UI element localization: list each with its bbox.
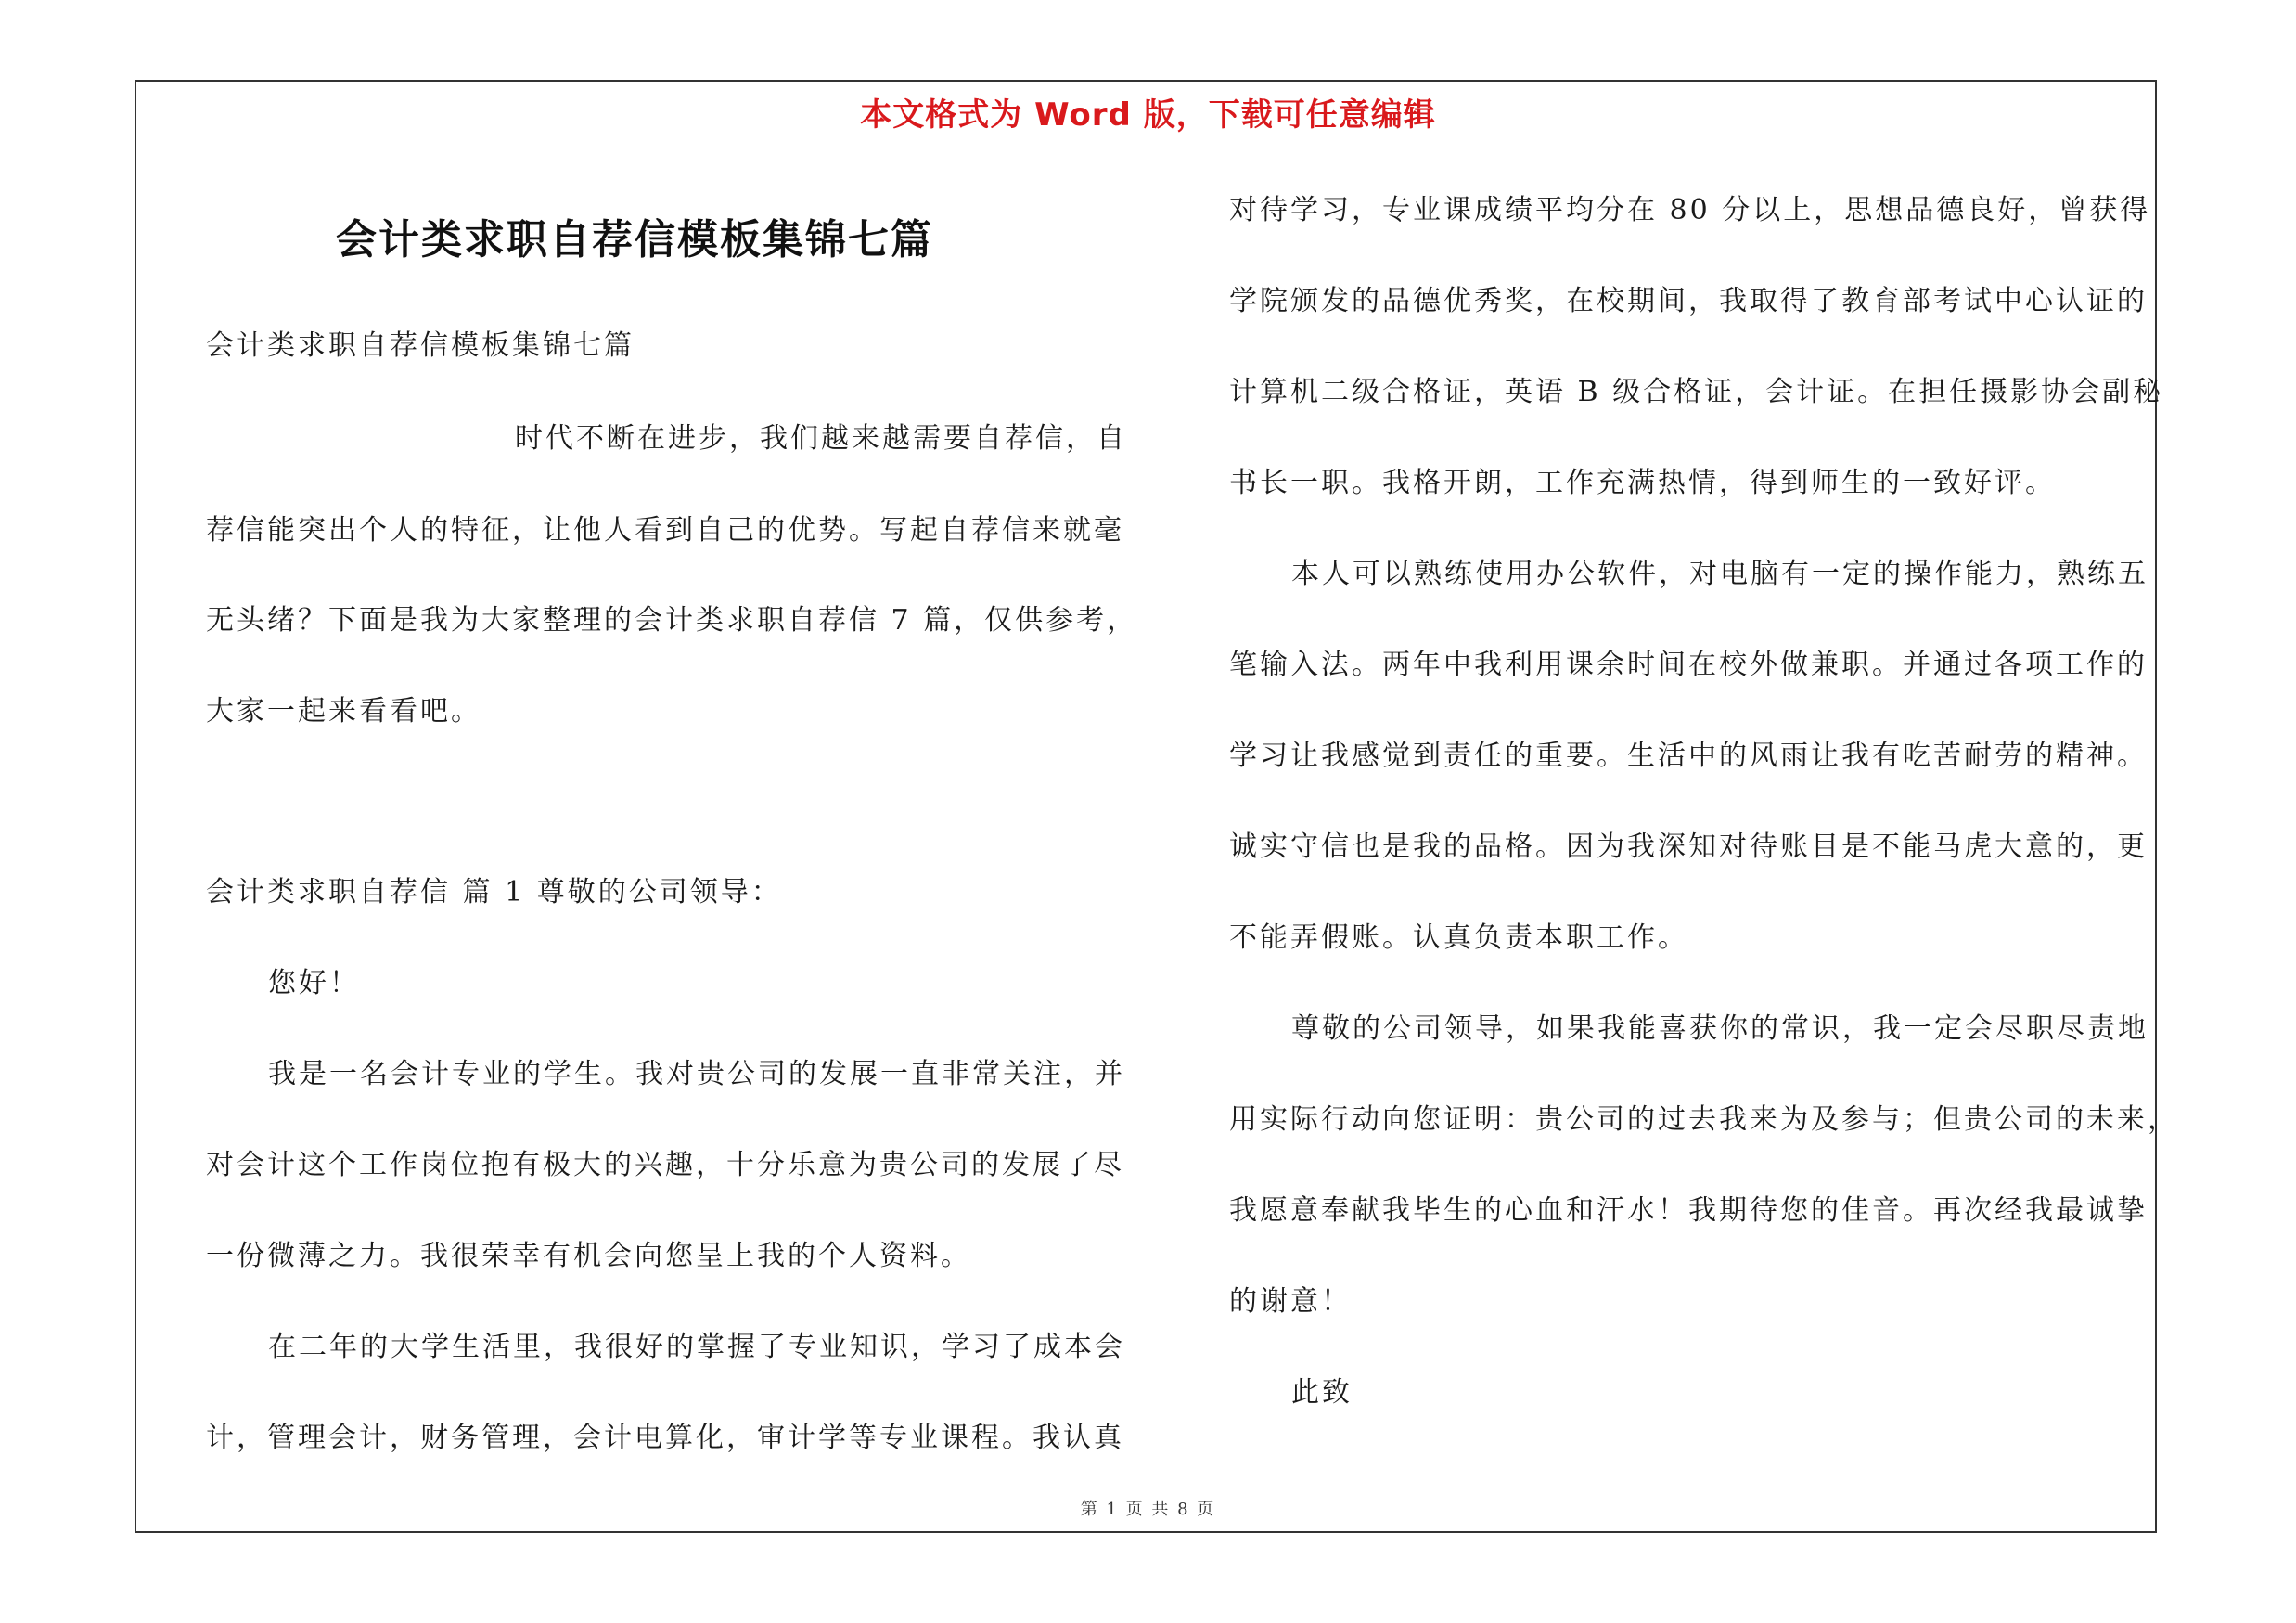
right-line-paragraph: 不能弄假账。认真负责本职工作。 (1229, 921, 1688, 954)
left-line-paragraph: 荐信能突出个人的特征，让他人看到自己的优势。写起自荐信来就毫 (206, 514, 1124, 547)
right-line-paragraph: 用实际行动向您证明：贵公司的过去我来为及参与；但贵公司的未来， (1229, 1103, 2178, 1136)
left-line-paragraph: 时代不断在进步，我们越来越需要自荐信，自 (515, 422, 1127, 455)
left-line-paragraph: 无头绪？下面是我为大家整理的会计类求职自荐信 7 篇，仅供参考， (206, 604, 1138, 637)
left-line-paragraph: 对会计这个工作岗位抱有极大的兴趣，十分乐意为贵公司的发展了尽 (206, 1149, 1124, 1181)
page-number-footer: 第 1 页 共 8 页 (1080, 1500, 1216, 1519)
right-line-paragraph: 尊敬的公司领导，如果我能喜获你的常识，我一定会尽职尽责地 (1291, 1012, 2148, 1045)
right-line-paragraph: 我愿意奉献我毕生的心血和汗水！我期待您的佳音。再次经我最诚挚 (1229, 1194, 2148, 1227)
right-line-paragraph: 书长一职。我格开朗，工作充满热情，得到师生的一致好评。 (1229, 467, 2056, 499)
right-line-paragraph: 笔输入法。两年中我利用课余时间在校外做兼职。并通过各项工作的 (1229, 649, 2148, 681)
right-line-closing: 此致 (1291, 1376, 1353, 1409)
left-line-paragraph: 在二年的大学生活里，我很好的掌握了专业知识，学习了成本会 (268, 1331, 1125, 1363)
format-banner: 本文格式为 Word 版，下载可任意编辑 (860, 97, 1436, 134)
right-line-paragraph: 学习让我感觉到责任的重要。生活中的风雨让我有吃苦耐劳的精神。 (1229, 740, 2148, 772)
left-line-section-heading: 会计类求职自荐信 篇 1 尊敬的公司领导： (206, 876, 782, 908)
left-line-paragraph: 一份微薄之力。我很荣幸有机会向您呈上我的个人资料。 (206, 1240, 971, 1272)
right-line-paragraph: 诚实守信也是我的品格。因为我深知对待账目是不能马虎大意的，更 (1229, 831, 2148, 863)
left-line-greeting: 您好！ (268, 967, 360, 999)
left-line-paragraph: 计，管理会计，财务管理，会计电算化，审计学等专业课程。我认真 (206, 1422, 1124, 1454)
left-line-paragraph: 大家一起来看看吧。 (206, 695, 481, 728)
right-line-paragraph: 计算机二级合格证，英语 B 级合格证，会计证。在担任摄影协会副秘 (1229, 376, 2164, 408)
right-line-paragraph: 学院颁发的品德优秀奖，在校期间，我取得了教育部考试中心认证的 (1229, 285, 2148, 317)
right-line-paragraph: 的谢意！ (1229, 1285, 1352, 1318)
left-line-paragraph: 我是一名会计专业的学生。我对贵公司的发展一直非常关注，并 (268, 1058, 1125, 1090)
right-line-paragraph: 本人可以熟练使用办公软件，对电脑有一定的操作能力，熟练五 (1291, 558, 2148, 590)
document-title: 会计类求职自荐信模板集锦七篇 (336, 216, 933, 264)
left-line-subtitle: 会计类求职自荐信模板集锦七篇 (206, 329, 635, 362)
right-line-paragraph: 对待学习，专业课成绩平均分在 80 分以上，思想品德良好，曾获得 (1229, 194, 2151, 226)
